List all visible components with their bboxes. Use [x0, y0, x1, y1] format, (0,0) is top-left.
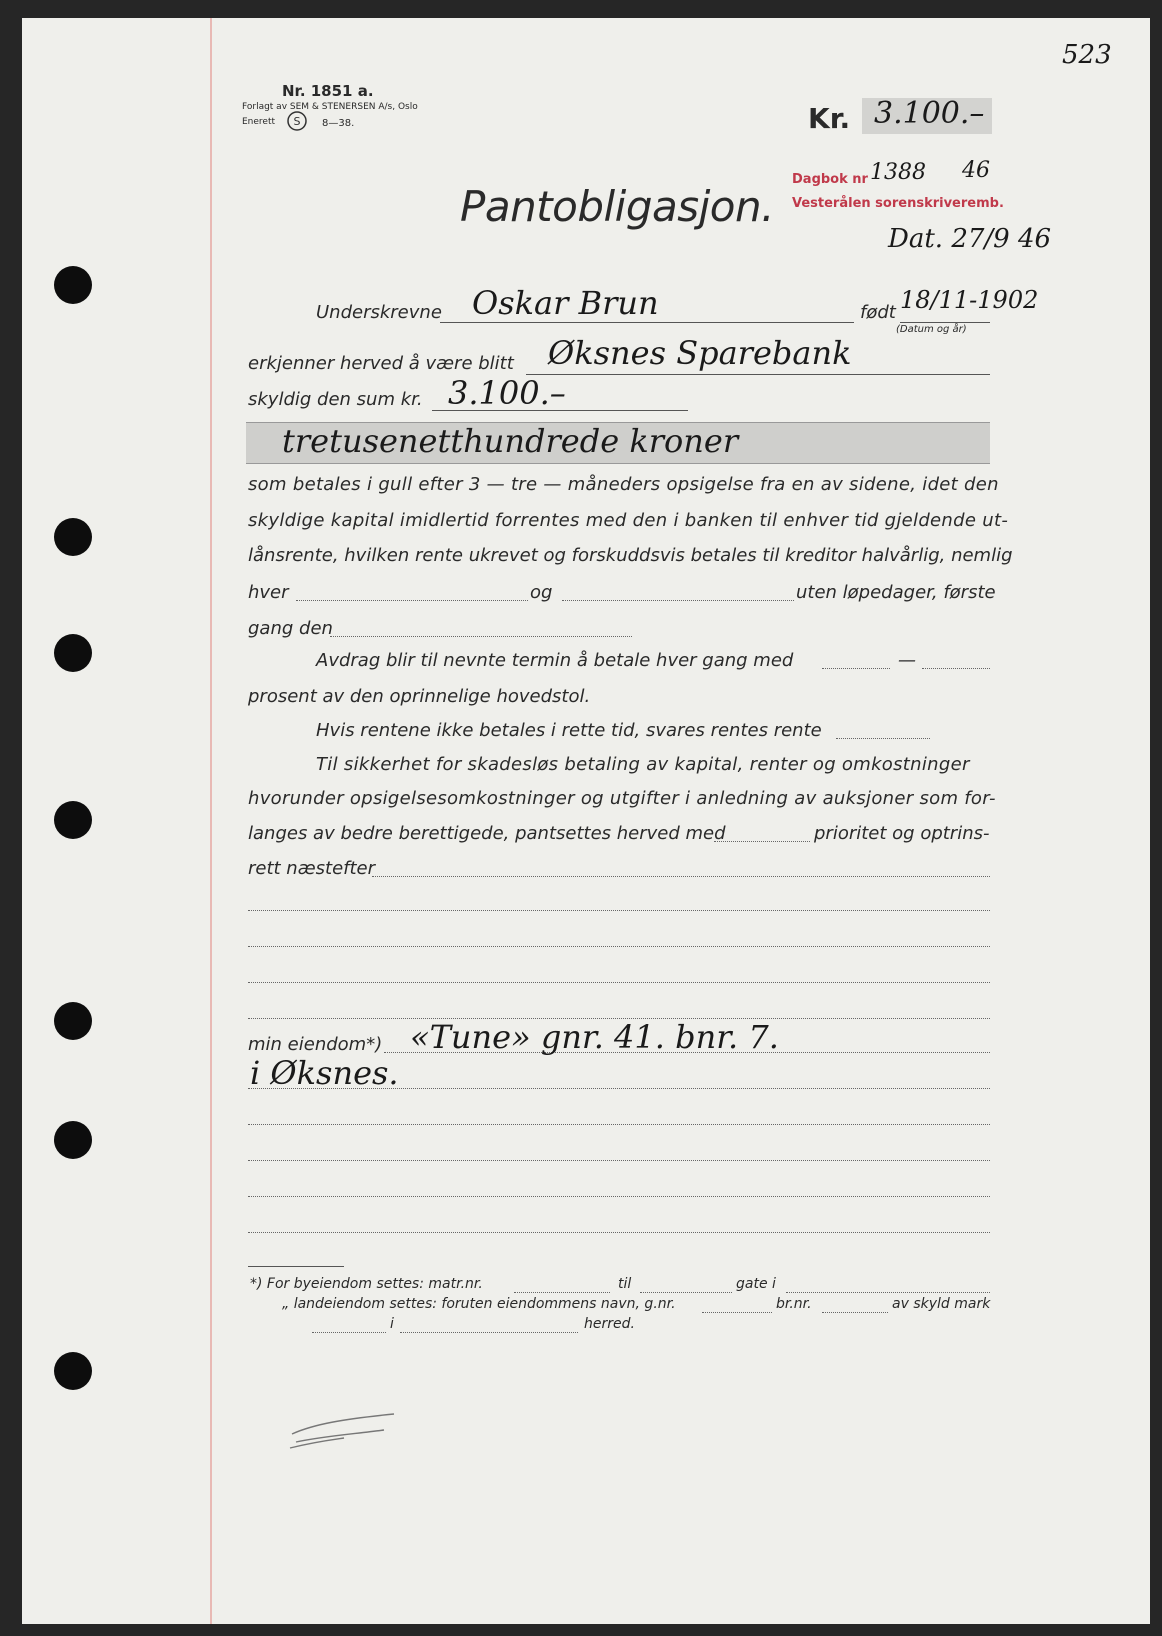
creditor-label: erkjenner herved å være blitt	[248, 353, 514, 374]
gate-line[interactable]	[786, 1292, 990, 1293]
avdrag-line-1[interactable]	[822, 668, 890, 669]
footnote-rule	[248, 1266, 344, 1267]
prioritet-line[interactable]	[714, 841, 810, 842]
body-line: prosent av den oprinnelige hovedstol.	[248, 686, 591, 707]
matr-line[interactable]	[514, 1292, 610, 1293]
enerett-label: Enerett	[242, 117, 276, 127]
body-line: lånsrente, hvilken rente ukrevet og forskuddsvis betales til kreditor halvårlig, nemlig	[248, 545, 1013, 566]
footnote-skyld: av skyld mark	[892, 1296, 991, 1312]
document-title: Pantobligasjon.	[460, 182, 774, 231]
binder-hole	[54, 634, 92, 672]
footnote-gate: gate i	[736, 1276, 776, 1292]
binder-hole	[54, 801, 92, 839]
og-line[interactable]	[562, 600, 794, 601]
eiendom-value-2[interactable]: i Øksnes.	[250, 1054, 399, 1092]
undersigned-line	[440, 322, 854, 323]
binder-hole	[54, 1352, 92, 1390]
svg-text:S: S	[293, 115, 301, 128]
body-line: som betales i gull efter 3 — tre — måneders opsigelse fra en av sidene, idet den	[248, 474, 999, 495]
binder-hole	[54, 518, 92, 556]
amount-value: 3.100.–	[874, 96, 985, 131]
footnote-brnr: br.nr.	[776, 1296, 812, 1312]
body-line: Avdrag blir til nevnte termin å betale hver gang med	[316, 650, 794, 671]
publisher-logo-icon	[286, 110, 308, 132]
body-line: Til sikkerhet for skadesløs betaling av kapital, renter og omkostninger	[316, 754, 970, 775]
body-line: skyldige kapital imidlertid forrentes med den i banken til enhver tid gjeldende ut-	[248, 510, 1009, 531]
eiendom-label: min eiendom*)	[248, 1034, 383, 1055]
footnote-line: „ landeiendom settes: foruten eiendommens navn, g.nr.	[282, 1296, 676, 1312]
blank-line[interactable]	[248, 982, 990, 983]
stamp-year: 46	[962, 158, 990, 183]
blank-line[interactable]	[248, 946, 990, 947]
brnr-line[interactable]	[822, 1312, 888, 1313]
til-line[interactable]	[640, 1292, 732, 1293]
body-line: prioritet og optrins-	[814, 823, 990, 844]
creditor-value[interactable]: Øksnes Sparebank	[548, 334, 852, 372]
sum-words-value[interactable]: tretusenetthundrede kroner	[282, 422, 739, 460]
hver-line[interactable]	[296, 600, 528, 601]
stamp-court: Vesterålen sorenskriveremb.	[792, 196, 1004, 211]
stamp-dagbok-label: Dagbok nr	[792, 172, 868, 187]
gang-den-line[interactable]	[330, 636, 632, 637]
gang-den-label: gang den	[248, 618, 333, 639]
og-label: og	[530, 582, 553, 603]
uten-label: uten løpedager, første	[796, 582, 996, 603]
binder-hole	[54, 1002, 92, 1040]
sum-label: skyldig den sum kr.	[248, 389, 423, 410]
blank-line[interactable]	[248, 910, 990, 911]
blank-line[interactable]	[248, 1232, 990, 1233]
avdrag-line-2[interactable]	[922, 668, 990, 669]
body-line: hvorunder opsigelsesomkostninger og utgifter i anledning av auksjoner som for-	[248, 788, 996, 809]
rentes-rente-line[interactable]	[836, 738, 930, 739]
margin-rule	[210, 18, 212, 1624]
creditor-line	[526, 374, 990, 375]
born-hint: (Datum og år)	[896, 324, 967, 335]
body-line: rett næstefter	[248, 858, 376, 879]
herred-line[interactable]	[400, 1332, 578, 1333]
eiendom-value-1[interactable]: «Tune» gnr. 41. bnr. 7.	[410, 1018, 779, 1056]
hver-label: hver	[248, 582, 289, 603]
born-line	[900, 322, 990, 323]
binder-hole	[54, 1121, 92, 1159]
undersigned-value[interactable]: Oskar Brun	[472, 284, 659, 322]
footnote-herred: herred.	[584, 1316, 635, 1332]
amount-label: Kr.	[808, 102, 851, 135]
mark-line[interactable]	[312, 1332, 386, 1333]
page-number: 523	[1062, 40, 1112, 70]
publisher-line: Forlagt av SEM & STENERSEN A/s, Oslo	[242, 102, 418, 112]
binder-hole	[54, 266, 92, 304]
sum-value[interactable]: 3.100.–	[448, 374, 566, 412]
avdrag-dash: —	[898, 650, 916, 671]
pencil-scribble-icon	[284, 1404, 404, 1454]
gnr-line[interactable]	[702, 1312, 772, 1313]
body-line: langes av bedre berettigede, pantsettes herved med	[248, 823, 726, 844]
footnote-line: *) For byeiendom settes: matr.nr.	[250, 1276, 483, 1292]
blank-line[interactable]	[248, 1196, 990, 1197]
form-number: Nr. 1851 a.	[282, 82, 374, 100]
blank-line[interactable]	[248, 1124, 990, 1125]
stamp-date: Dat. 27/9 46	[888, 224, 1052, 254]
document-page	[22, 18, 1150, 1624]
born-label: født	[860, 302, 896, 323]
born-value[interactable]: 18/11-1902	[900, 286, 1039, 314]
blank-line[interactable]	[248, 1160, 990, 1161]
undersigned-label: Underskrevne	[316, 302, 442, 323]
footnote-i: i	[390, 1316, 394, 1332]
edition-code: 8—38.	[322, 118, 355, 129]
stamp-dagbok-number: 1388	[870, 160, 926, 185]
body-line: Hvis rentene ikke betales i rette tid, svares rentes rente	[316, 720, 822, 741]
naestefter-line[interactable]	[372, 876, 990, 877]
footnote-til: til	[618, 1276, 632, 1292]
